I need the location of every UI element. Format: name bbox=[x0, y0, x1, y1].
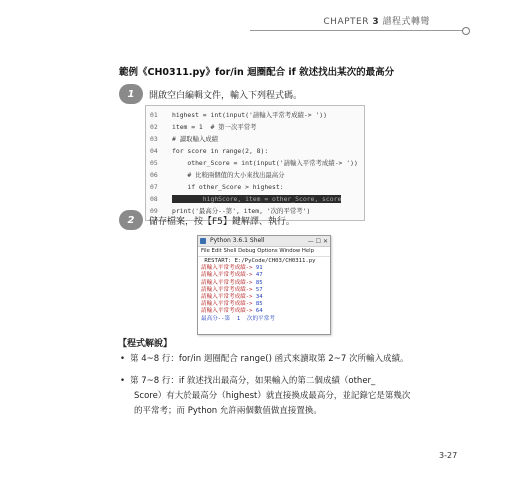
code-line-highlighted: 08 highScore, item = other_Score, score bbox=[150, 195, 342, 203]
step-2 bbox=[119, 210, 295, 230]
step-badge: 1 bbox=[119, 84, 143, 104]
shell-titlebar bbox=[198, 236, 330, 247]
explanation-bullet: • 第 4~8 行：for/in 迴圈配合 range() 函式來讀取第 2~7 次所輸入成績。 bbox=[120, 354, 409, 364]
highlighted-code: highScore, item = other_Score, score bbox=[172, 195, 342, 203]
header-rule bbox=[250, 30, 465, 31]
code-listing bbox=[145, 105, 365, 221]
code-line: 01 highest = int(input('請輸入平常考成績-> ')) bbox=[150, 111, 328, 119]
page-number: 3-27 bbox=[439, 451, 458, 460]
result-line: 最高分--第 1 次的平常考 bbox=[201, 315, 275, 322]
prompt-line: 請輸入平常考成績-> 85 bbox=[201, 279, 263, 286]
shell-menubar[interactable]: File Edit Shell Debug Options Window Help bbox=[198, 247, 330, 257]
step-text: 開啟空白編輯文件，輸入下列程式碼。 bbox=[149, 90, 303, 101]
shell-output bbox=[198, 257, 330, 324]
step-1 bbox=[119, 84, 302, 104]
python-icon bbox=[200, 238, 206, 244]
section-title: 範例《CH0311.py》for/in 迴圈配合 if 敘述找出某次的最高分 bbox=[119, 67, 395, 78]
shell-title: Python 3.6.1 Shell bbox=[210, 237, 265, 244]
code-line: 07 if other_Score > highest: bbox=[150, 183, 284, 191]
step-badge: 2 bbox=[119, 210, 143, 230]
explanation-bullet: • 第 7~8 行：if 敘述找出最高分，如果輸入的第二個成績（other_ Score）有大於最高分（highest）就直接換成最高分，並記錄它是第幾次 的平常考；而 Python 允許兩個數值做直接置換。 bbox=[120, 376, 411, 416]
prompt-line: 請輸入平常考成績-> 34 bbox=[201, 294, 263, 301]
code-line: 05 other_Score = int(input('請輸入平常考成績-> ')) bbox=[150, 159, 358, 167]
python-shell-window bbox=[197, 235, 331, 335]
chapter-label: CHAPTER bbox=[323, 17, 369, 27]
running-header bbox=[323, 14, 430, 27]
step-text: 儲存檔案，按【F5】鍵解譯、執行。 bbox=[149, 216, 295, 227]
restart-line: RESTART: E:/PyCode/CH03/CH0311.py bbox=[201, 258, 316, 264]
prompt-line: 請輸入平常考成績-> 91 bbox=[201, 265, 263, 272]
code-line: 04 for score in range(2, 8): bbox=[150, 147, 269, 155]
header-ornament bbox=[462, 27, 470, 35]
prompt-line: 請輸入平常考成績-> 47 bbox=[201, 272, 263, 279]
prompt-line: 請輸入平常考成績-> 85 bbox=[201, 301, 263, 308]
prompt-line: 請輸入平常考成績-> 64 bbox=[201, 308, 263, 315]
window-controls[interactable]: — ☐ ✕ bbox=[307, 238, 328, 245]
chapter-number: 3 bbox=[372, 17, 380, 27]
code-line: 03 # 讀取輸入成績 bbox=[150, 135, 219, 143]
explanation-title: 【程式解說】 bbox=[118, 339, 173, 349]
code-line: 09 print('最高分--第', item, '次的平常考') bbox=[150, 207, 311, 215]
code-line: 02 item = 1 # 第一次平常考 bbox=[150, 123, 257, 131]
code-line: 06 # 比較兩個值的大小來找出最高分 bbox=[150, 171, 285, 179]
chapter-title: 譜程式轉彎 bbox=[382, 17, 430, 27]
prompt-line: 請輸入平常考成績-> 57 bbox=[201, 286, 263, 293]
